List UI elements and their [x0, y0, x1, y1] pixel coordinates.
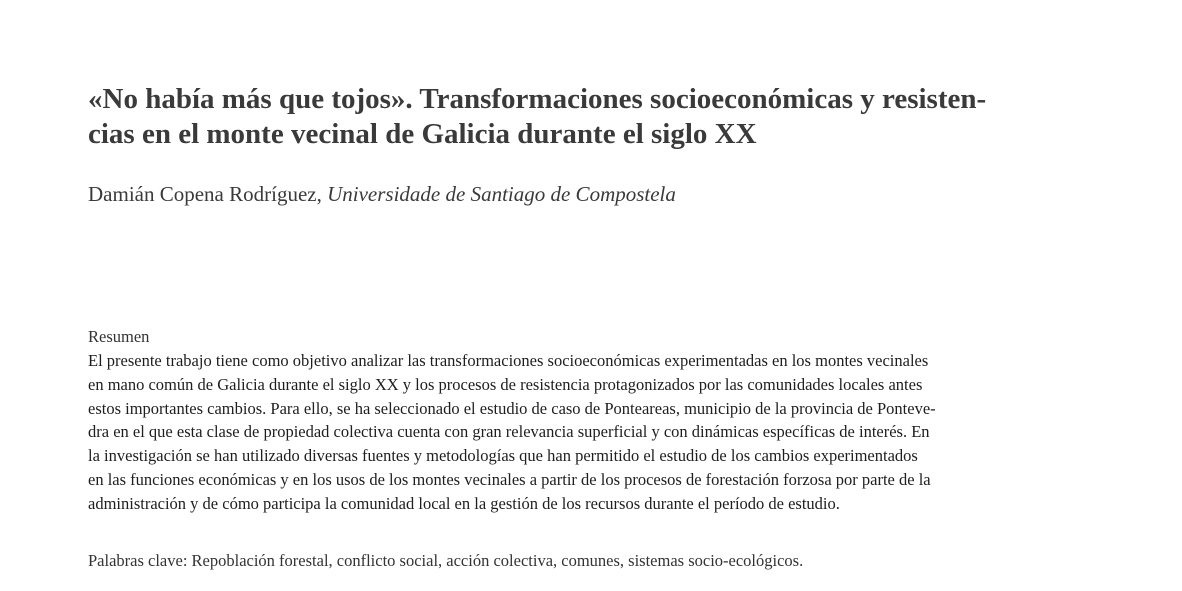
author-name: Damián Copena Rodríguez, — [88, 182, 328, 206]
abstract-line: El presente trabajo tiene como objetivo analizar las transformaciones socioeconómicas experimentadas en los montes vecinales — [88, 351, 929, 370]
abstract-heading: Resumen — [88, 327, 150, 346]
abstract-line: dra en el que esta clase de propiedad colectiva cuenta con gran relevancia superficial y con dinámicas específicas de interés. En — [88, 422, 930, 442]
abstract-line: en mano común de Galicia durante el siglo XX y los procesos de resistencia protagonizados por las comunidades locales antes — [88, 374, 923, 394]
abstract-line: la investigación se han utilizado diversas fuentes y metodologías que han permitido el estudio de los cambios experimentados — [88, 446, 918, 466]
title-line-2: cias en el monte vecinal de Galicia durante el siglo XX — [88, 118, 757, 150]
abstract-line: en las funciones económicas y en los usos de los montes vecinales a partir de los procesos de forestación forzosa por parte de la — [88, 469, 931, 489]
author-affiliation: Universidade de Santiago de Compostela — [327, 182, 676, 206]
abstract-line: administración y de cómo participa la comunidad local en la gestión de los recursos durante el período de estudio. — [88, 493, 840, 513]
title-line-1: «No había más que tojos». Transformaciones socioeconómicas y resisten- — [88, 83, 987, 115]
author-line — [88, 181, 676, 207]
article-title — [88, 82, 1104, 152]
keywords-line: Palabras clave: Repoblación forestal, conflicto social, acción colectiva, comunes, sistemas socio-ecológicos. — [88, 551, 804, 570]
abstract-body — [88, 349, 1104, 516]
abstract-line: estos importantes cambios. Para ello, se ha seleccionado el estudio de caso de Ponteareas, municipio de la provincia de Ponteve- — [88, 398, 936, 418]
